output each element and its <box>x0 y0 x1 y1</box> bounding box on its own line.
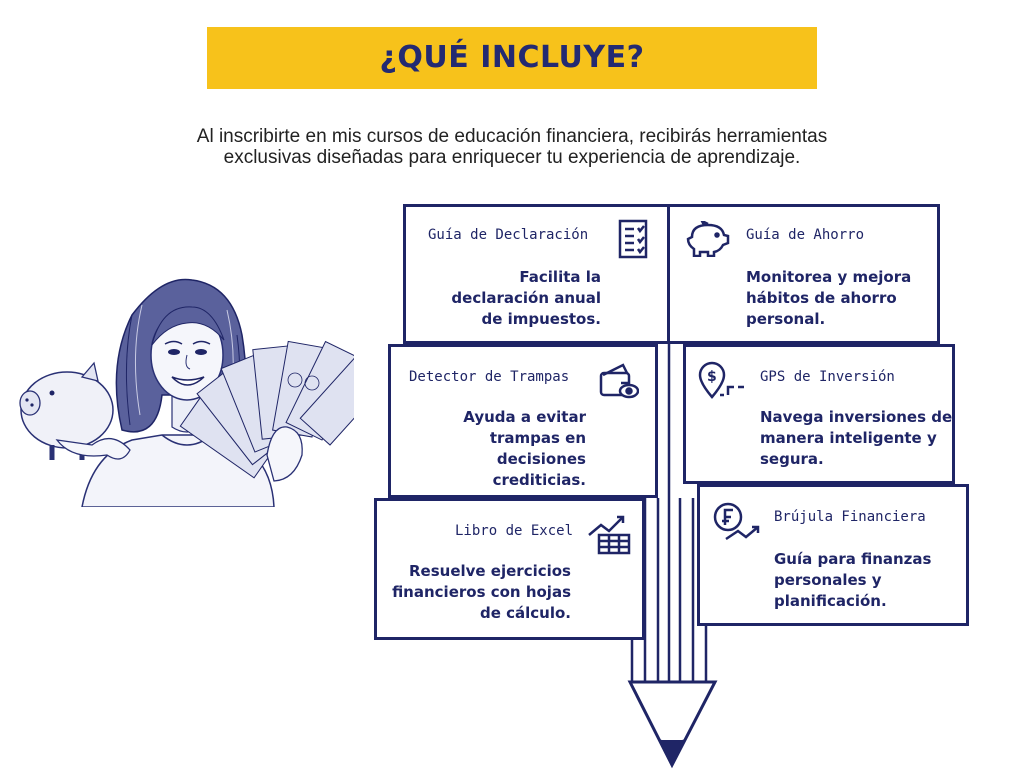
card-gps-inversion <box>683 344 955 484</box>
card-guia-ahorro <box>667 204 940 344</box>
card-description: Navega inversiones de manera inteligente y segura. <box>760 408 953 468</box>
svg-text:$: $ <box>707 369 717 385</box>
card-description: Guía para finanzas personales y planificación. <box>774 550 932 610</box>
card-description: Monitorea y mejora hábitos de ahorro personal. <box>746 268 912 328</box>
intro-line-1: Al inscribirte en mis cursos de educación financiera, recibirás herramientas <box>196 126 828 147</box>
card-detector-trampas <box>388 344 658 498</box>
card-title: Brújula Financiera <box>774 509 926 525</box>
location-dollar-icon <box>698 361 748 401</box>
card-description: Ayuda a evitar trampas en decisiones crediticias. <box>463 408 586 489</box>
piggy-bank-icon <box>684 221 730 257</box>
card-title: Guía de Ahorro <box>746 227 865 243</box>
card-libro-excel <box>374 498 645 640</box>
wallet-eye-icon <box>599 361 639 401</box>
card-title: Guía de Declaración <box>428 227 589 243</box>
card-guia-declaracion <box>403 204 671 344</box>
chart-spreadsheet-icon <box>587 513 633 555</box>
tax-form-icon <box>616 219 650 259</box>
card-description: Resuelve ejercicios financieros con hojas de cálculo. <box>392 562 571 622</box>
card-title: Libro de Excel <box>455 523 574 539</box>
intro-line-2: exclusivas diseñadas para enriquecer tu experiencia de aprendizaje. <box>223 147 801 168</box>
franc-growth-icon <box>712 501 762 545</box>
card-brujula-financiera <box>697 484 969 626</box>
card-title: Detector de Trampas <box>409 369 570 385</box>
card-title: GPS de Inversión <box>760 369 895 385</box>
page-title: ¿QUÉ INCLUYE? <box>379 40 645 75</box>
card-description: Facilita la declaración anual de impuestos. <box>451 268 601 328</box>
